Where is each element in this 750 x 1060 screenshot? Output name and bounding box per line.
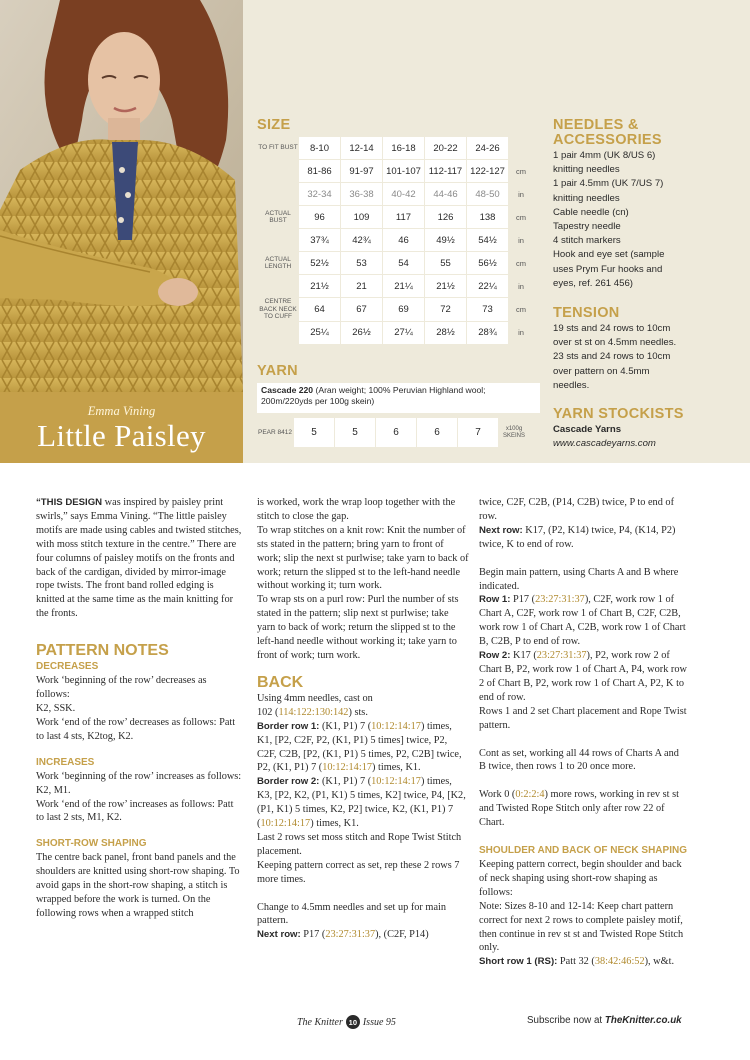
size-value: 12-14: [341, 137, 382, 159]
size-row-label: CENTRE BACK NECK TO CUFF: [259, 298, 297, 320]
size-value: 91-97: [341, 160, 382, 182]
size-row: [258, 298, 533, 321]
tension-line: 23 sts and 24 rows to 10cm: [553, 351, 671, 363]
decreases-text: Work ‘end of the row’ decreases as follows: Patt to last 4 sts, K2tog, K2.: [36, 716, 236, 742]
tension-line: over st st on 4.5mm needles.: [553, 337, 677, 349]
tension-heading: TENSION: [553, 305, 620, 321]
subscribe-text: Subscribe now at: [527, 1015, 605, 1026]
increases-heading: INCREASES: [36, 756, 95, 768]
needles-item: uses Prym Fur hooks and: [553, 263, 663, 275]
size-row-label: [258, 275, 298, 297]
size-row-label: [258, 160, 298, 182]
needles-item: eyes, ref. 261 456): [553, 277, 633, 289]
work-rows-text: Work 0 (0:2:2:4) more rows, working in rev st st and Twisted Rope Stitch only after row 22 of Chart.: [479, 789, 679, 829]
short-row-continued: is worked, work the wrap loop together with the stitch to close the gap.: [257, 497, 456, 522]
size-row: [258, 160, 533, 182]
yarn-heading: YARN: [257, 363, 298, 379]
main-pattern-text: Begin main pattern, using Charts A and B where indicated.: [479, 566, 679, 592]
decreases-text: K2, SSK.: [36, 702, 76, 714]
size-value: 101-107: [383, 160, 424, 182]
yarn-shade: PEAR 8412: [258, 428, 292, 436]
size-unit: in: [518, 189, 524, 199]
column-3: [479, 496, 687, 969]
size-value: 37¾: [299, 229, 340, 251]
next-row: Next row: P17 (23:27:31:37), (C2F, P14): [257, 929, 429, 941]
size-value: 36-38: [341, 183, 382, 205]
yarn-quantity: 5: [294, 418, 334, 447]
needles-item: Cable needle (cn): [553, 206, 629, 218]
back-text: Change to 4.5mm needles and set up for main pattern.: [257, 901, 447, 927]
size-row-label: ACTUAL BUST: [265, 209, 291, 224]
size-value: 112-117: [425, 160, 466, 182]
rows-set-text: Rows 1 and 2 set Chart placement and Rope Twist pattern.: [479, 705, 687, 731]
size-table: [257, 136, 534, 345]
size-value: 49½: [425, 229, 466, 251]
page-number: 10: [346, 1015, 360, 1029]
size-unit: cm: [516, 166, 526, 176]
stockists-heading: YARN STOCKISTS: [553, 406, 684, 422]
yarn-description: [257, 383, 540, 413]
needles-list: [553, 149, 743, 291]
size-value: 53: [341, 252, 382, 274]
short-row-text: The centre back panel, front band panels and the shoulders are knitted using short-row shaping. To avoid gaps in the short-row shaping, a stitch is wrapped before the work is turned. On the following rows when a wrapped stitch: [36, 852, 240, 919]
column-2: [257, 496, 469, 942]
size-value: 73: [467, 298, 508, 321]
size-unit: cm: [516, 212, 526, 222]
size-value: 20-22: [425, 137, 466, 159]
yarn-quantity: 5: [335, 418, 375, 447]
needles-item: 1 pair 4mm (UK 8/US 6): [553, 150, 656, 161]
row-2: Row 2: K17 (23:27:31:37), P2, work row 2 of Chart B, P2, work row 1 of Chart A, P4, work row 2 of Chart B, P2, work row 1 of Chart A, P2, K to end of row.: [479, 650, 687, 703]
size-value: 28¾: [467, 322, 508, 344]
tension-line: 19 sts and 24 rows to 10cm: [553, 323, 671, 334]
pattern-notes-heading: PATTERN NOTES: [36, 642, 169, 660]
footer-magazine: [297, 1015, 396, 1029]
size-value: 40-42: [383, 183, 424, 205]
cardigan-photo-illustration: [0, 0, 243, 392]
tension-text: [553, 322, 743, 393]
increases-text: K2, M1.: [36, 784, 71, 796]
back-text: Last 2 rows set moss stitch and Rope Twist Stitch placement.: [257, 831, 462, 857]
size-row: [258, 252, 533, 274]
size-value: 54½: [467, 229, 508, 251]
wrap-purl-text: To wrap sts on a purl row: Purl the number of sts stated in the pattern; slip next st purlwise; take yarn to back of work; return the slipped st to the left-hand needle without working it; take yarn to front of work; turn work.: [257, 594, 459, 661]
pattern-title: Little Paisley: [37, 418, 206, 453]
tension-line: over pattern on 4.5mm: [553, 365, 650, 377]
size-value: 21¼: [383, 275, 424, 297]
size-row-label: TO FIT BUST: [258, 144, 298, 152]
size-value: 27¼: [383, 322, 424, 344]
magazine-name: The Knitter: [297, 1016, 343, 1028]
subscribe-link[interactable]: TheKnitter.co.uk: [604, 1015, 682, 1026]
size-value: 21: [341, 275, 382, 297]
cast-on-text: Using 4mm needles, cast on 102 (114:122:130:142) sts.: [257, 692, 373, 718]
border-row-1: Border row 1: (K1, P1) 7 (10:12:14:17) times, K1, [P2, C2F, P2, (K1, P1) 5 times] twice, P2, C2F, C2B, [P2, (K1, P1) 5 times, P2, C2B] twice, P2, (K1, P1) 7 (10:12:14:17) times, K1.: [257, 720, 462, 774]
continue-text: Cont as set, working all 44 rows of Charts A and B twice, then rows 1 to 20 once more.: [479, 747, 679, 773]
border-row-2: Border row 2: (K1, P1) 7 (10:12:14:17) times, K3, [P2, K2, (P1, K1) 5 times, K2] twice, P4, [K2, (P1, K1) 5 times, K2, P2] twice, K2, (K1, P1) 7 (10:12:14:17) times, K1.: [257, 776, 466, 830]
size-value: 56½: [467, 252, 508, 274]
size-row: [258, 137, 533, 159]
size-row: [258, 275, 533, 297]
size-unit: cm: [516, 304, 526, 314]
yarn-quantity: 7: [458, 418, 498, 447]
needles-item: Tapestry needle: [553, 221, 621, 233]
size-heading: SIZE: [257, 117, 291, 133]
size-value: 96: [299, 206, 340, 228]
intro-paragraph: [36, 496, 242, 621]
decreases-text: Work ‘beginning of the row’ decreases as follows:: [36, 675, 207, 701]
size-value: 126: [425, 206, 466, 228]
size-value: 46: [383, 229, 424, 251]
size-row: [258, 183, 533, 205]
shoulder-note: Note: Sizes 8-10 and 12-14: Keep chart pattern correct for next 2 rows to complete paisley motif, then continue in rev st st and Twisted Rope Stitch only.: [479, 900, 684, 954]
size-value: 25¼: [299, 322, 340, 344]
size-value: 54: [383, 252, 424, 274]
yarn-quantity: 6: [417, 418, 457, 447]
short-row-1: Short row 1 (RS): Patt 32 (38:42:46:52), w&t.: [479, 956, 675, 968]
size-value: 24-26: [467, 137, 508, 159]
size-value: 32-34: [299, 183, 340, 205]
size-value: 28½: [425, 322, 466, 344]
size-value: 117: [383, 206, 424, 228]
yarn-unit: x100g SKEINS: [502, 425, 525, 439]
size-row-label: [258, 322, 298, 344]
size-value: 22¼: [467, 275, 508, 297]
decreases-heading: DECREASES: [36, 661, 99, 673]
size-row-label: ACTUAL LENGTH: [264, 255, 292, 270]
increases-text: Work ‘beginning of the row’ increases as follows:: [36, 770, 242, 782]
back-heading: BACK: [257, 673, 304, 691]
wrap-knit-text: To wrap stitches on a knit row: Knit the number of sts stated in the pattern; bring yarn to front of work; slip the next st purlwise; take yarn to back of work; return the slipped st to the left-hand needle without working it; turn work.: [257, 524, 469, 592]
increases-text: Work ‘end of the row’ increases as follows: Patt to last 2 sts, M1, K2.: [36, 798, 234, 824]
issue-number: Issue 95: [362, 1016, 396, 1028]
short-row-heading: SHORT-ROW SHAPING: [36, 838, 147, 850]
size-unit: [509, 137, 533, 159]
size-row: [258, 229, 533, 251]
size-value: 52½: [299, 252, 340, 274]
size-value: 44-46: [425, 183, 466, 205]
size-unit: in: [518, 281, 524, 291]
yarn-quantity-row: [257, 418, 529, 447]
intro-lead: “THIS DESIGN: [36, 497, 103, 508]
size-row: [258, 322, 533, 344]
size-value: 21½: [299, 275, 340, 297]
next-row-2: Next row: K17, (P2, K14) twice, P4, (K14, P2) twice, K to end of row.: [479, 524, 676, 550]
size-row-label: [258, 183, 298, 205]
size-unit: cm: [516, 258, 526, 268]
size-value: 81-86: [299, 160, 340, 182]
size-value: 72: [425, 298, 466, 321]
size-value: 26½: [341, 322, 382, 344]
intro-text: was inspired by paisley print swirls,” says Emma Vining. “The little paisley motifs are made using cables and twisted stitches, with moss stitch texture in the centre.” There are four columns of paisley motifs on the fronts and back of the cardigan, divided by mirror-image rope twists. The front band rolled edging is knitted at the same time as the main knitting for the fronts.: [36, 497, 242, 620]
size-value: 109: [341, 206, 382, 228]
row-1: Row 1: P17 (23:27:31:37), C2F, work row 1 of Chart A, C2F, work row 1 of Chart B, C2F, C2B, work row 1 of Chart A, C2B, work row 1 of Chart B, C2B, P to end of row.: [479, 594, 686, 648]
next-row-continued: twice, C2F, C2B, (P14, C2B) twice, P to end of row.: [479, 497, 675, 522]
size-value: 69: [383, 298, 424, 321]
stockist-url: www.cascadeyarns.com: [553, 438, 656, 450]
designer-name: Emma Vining: [87, 404, 156, 418]
size-value: 122-127: [467, 160, 508, 182]
column-1: [36, 496, 242, 921]
shoulder-text: Keeping pattern correct, begin shoulder and back of neck shaping using short-row shaping as follows:: [479, 859, 682, 898]
yarn-details: (Aran weight; 100% Peruvian Highland wool; 200m/220yds per 100g skein): [261, 385, 486, 406]
size-value: 21½: [425, 275, 466, 297]
size-value: 64: [299, 298, 340, 321]
needles-item: knitting needles: [553, 164, 620, 176]
yarn-name: Cascade 220: [261, 385, 314, 395]
size-value: 55: [425, 252, 466, 274]
size-value: 16-18: [383, 137, 424, 159]
needles-item: knitting needles: [553, 192, 620, 204]
needles-heading: NEEDLES & ACCESSORIES: [553, 117, 662, 148]
size-value: 42¾: [341, 229, 382, 251]
stockists-text: [553, 423, 743, 451]
tension-line: needles.: [553, 379, 590, 391]
size-value: 48-50: [467, 183, 508, 205]
needles-item: Hook and eye set (sample: [553, 249, 665, 261]
size-unit: in: [518, 328, 524, 337]
footer-subscribe: [527, 1015, 682, 1026]
model-photo: [0, 0, 243, 392]
size-row-label: [258, 229, 298, 251]
needles-item: 1 pair 4.5mm (UK 7/US 7): [553, 178, 664, 190]
size-value: 67: [341, 298, 382, 321]
size-value: 8-10: [299, 137, 340, 159]
shoulder-heading: SHOULDER AND BACK OF NECK SHAPING: [479, 845, 687, 857]
size-unit: in: [518, 235, 524, 245]
yarn-quantity: 6: [376, 418, 416, 447]
needles-item: 4 stitch markers: [553, 235, 621, 247]
back-text: Keeping pattern correct as set, rep these 2 rows 7 more times.: [257, 859, 460, 885]
size-value: 138: [467, 206, 508, 228]
stockist-name: Cascade Yarns: [553, 424, 622, 435]
size-row: [258, 206, 533, 228]
